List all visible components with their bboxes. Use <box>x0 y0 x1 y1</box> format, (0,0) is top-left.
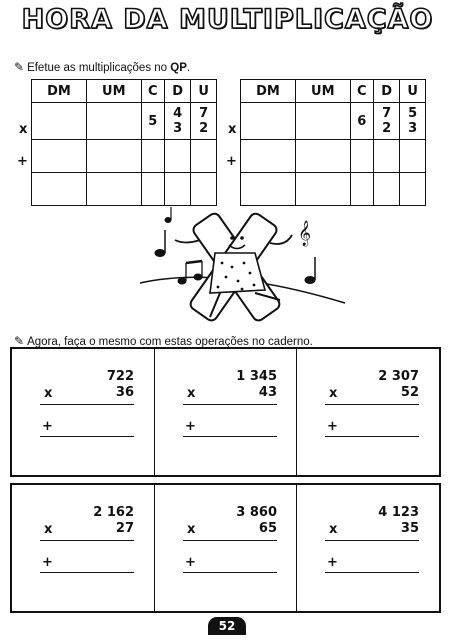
answer-cell[interactable] <box>32 173 87 206</box>
answer-cell[interactable] <box>191 140 217 173</box>
place-value-table-2 <box>240 79 426 206</box>
header-c: C <box>350 80 373 103</box>
answer-cell[interactable] <box>32 140 87 173</box>
answer-cell[interactable] <box>241 173 296 206</box>
sum-line <box>183 404 277 405</box>
header-c: C <box>141 80 164 103</box>
multiplicand: 4 123 <box>378 505 419 520</box>
digit-cell[interactable]: 7 2 <box>191 103 217 140</box>
header-dm: DM <box>32 80 87 103</box>
plus-sign: + <box>17 154 28 169</box>
times-sign: x <box>329 386 338 401</box>
digit-cell[interactable] <box>296 103 351 140</box>
digit-cell[interactable]: 5 3 <box>400 103 426 140</box>
plus-sign: + <box>226 154 237 169</box>
answer-cell[interactable] <box>191 173 217 206</box>
digit-cell[interactable]: 6 <box>350 103 373 140</box>
header-u: U <box>400 80 426 103</box>
page-number: 52 <box>208 617 246 635</box>
answer-cell[interactable] <box>241 140 296 173</box>
multiplication-operation <box>12 485 152 611</box>
answer-cell[interactable] <box>165 173 191 206</box>
pencil-icon: ✎ <box>14 334 25 348</box>
answer-line[interactable] <box>325 572 419 573</box>
multiplicand: 3 860 <box>236 505 277 520</box>
answer-cell[interactable] <box>350 173 373 206</box>
plus-sign: + <box>327 555 338 570</box>
pencil-icon: ✎ <box>14 60 25 74</box>
answer-line[interactable] <box>183 572 277 573</box>
multiplicand: 1 345 <box>236 369 277 384</box>
header-um: UM <box>87 80 142 103</box>
multiplier: 52 <box>400 385 419 400</box>
multiplication-operation <box>12 349 152 475</box>
sum-line <box>325 404 419 405</box>
answer-line[interactable] <box>40 436 134 437</box>
multiplier: 27 <box>115 521 134 536</box>
answer-cell[interactable] <box>165 140 191 173</box>
answer-cell[interactable] <box>400 140 426 173</box>
digit-cell[interactable] <box>32 103 87 140</box>
answer-cell[interactable] <box>296 173 351 206</box>
multiplicand: 2 307 <box>378 369 419 384</box>
plus-sign: + <box>185 419 196 434</box>
times-sign: x <box>228 122 237 137</box>
svg-text:𝄞: 𝄞 <box>298 221 312 246</box>
multiplication-operation <box>297 349 437 475</box>
header-d: D <box>374 80 400 103</box>
digit-cell[interactable] <box>241 103 296 140</box>
header-u: U <box>191 80 217 103</box>
multiplier: 65 <box>258 521 277 536</box>
sum-line <box>325 540 419 541</box>
digit-cell[interactable] <box>87 103 142 140</box>
times-sign: x <box>187 522 196 537</box>
answer-line[interactable] <box>325 436 419 437</box>
multiplicand: 2 162 <box>93 505 134 520</box>
multiplier: 43 <box>258 385 277 400</box>
times-sign: x <box>329 522 338 537</box>
answer-cell[interactable] <box>400 173 426 206</box>
times-sign: x <box>44 386 53 401</box>
plus-sign: + <box>42 419 53 434</box>
multiplication-operation <box>297 485 437 611</box>
multiplier: 36 <box>115 385 134 400</box>
place-value-table-1 <box>31 79 217 206</box>
answer-cell[interactable] <box>141 140 164 173</box>
answer-cell[interactable] <box>87 173 142 206</box>
answer-cell[interactable] <box>374 140 400 173</box>
multiplicand: 722 <box>106 369 134 384</box>
answer-line[interactable] <box>183 436 277 437</box>
header-dm: DM <box>241 80 296 103</box>
multiplication-operation <box>155 349 295 475</box>
instruction-notebook: ✎ Agora, faça o mesmo com estas operações no caderno. <box>14 334 313 348</box>
digit-cell[interactable]: 4 3 <box>165 103 191 140</box>
digit-cell[interactable]: 7 2 <box>374 103 400 140</box>
plus-sign: + <box>185 555 196 570</box>
page-title: HORA DA MULTIPLICAÇÃO <box>21 4 434 35</box>
times-sign: x <box>187 386 196 401</box>
plus-sign: + <box>42 555 53 570</box>
times-sign: x <box>19 122 28 137</box>
multiplier: 35 <box>400 521 419 536</box>
header-d: D <box>165 80 191 103</box>
digit-cell[interactable]: 5 <box>141 103 164 140</box>
sum-line <box>40 540 134 541</box>
header-um: UM <box>296 80 351 103</box>
multiplication-sign-mascot-illustration <box>130 205 360 330</box>
answer-cell[interactable] <box>141 173 164 206</box>
plus-sign: + <box>327 419 338 434</box>
answer-cell[interactable] <box>296 140 351 173</box>
answer-cell[interactable] <box>374 173 400 206</box>
answer-line[interactable] <box>40 572 134 573</box>
multiplication-operation <box>155 485 295 611</box>
instruction-qp: ✎ Efetue as multiplicações no QP. <box>14 60 191 74</box>
sum-line <box>183 540 277 541</box>
answer-cell[interactable] <box>350 140 373 173</box>
times-sign: x <box>44 522 53 537</box>
answer-cell[interactable] <box>87 140 142 173</box>
sum-line <box>40 404 134 405</box>
